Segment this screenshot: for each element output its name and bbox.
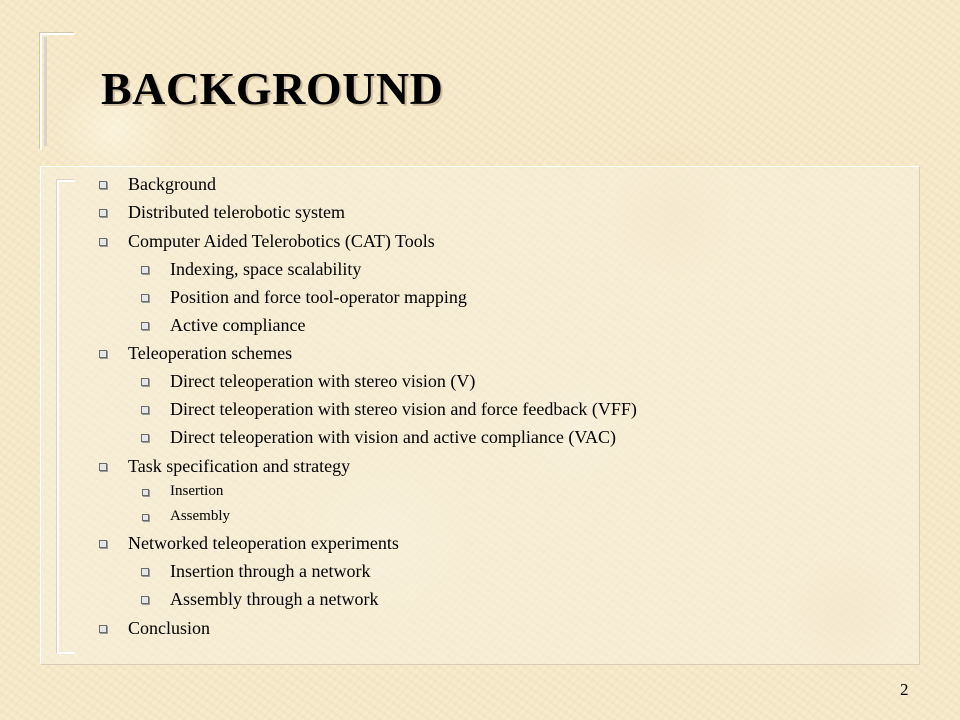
square-bullet-icon xyxy=(99,238,107,246)
list-item xyxy=(170,589,378,610)
square-bullet-icon xyxy=(99,540,107,548)
square-bullet-icon xyxy=(141,434,149,442)
list-item-text: Assembly through a network xyxy=(170,589,379,609)
square-bullet-icon xyxy=(99,463,107,471)
slide-title: BACKGROUND xyxy=(101,63,444,114)
list-item xyxy=(128,202,345,223)
square-bullet-icon xyxy=(99,350,107,358)
list-item-text: Teleoperation schemes xyxy=(128,343,293,363)
square-bullet-icon xyxy=(142,514,149,521)
square-bullet-icon xyxy=(99,181,107,189)
list-item xyxy=(128,231,435,252)
list-item xyxy=(128,533,399,554)
square-bullet-icon xyxy=(141,378,149,386)
list-item-text: Background xyxy=(128,174,216,194)
list-item xyxy=(170,483,223,500)
list-item xyxy=(170,427,616,448)
square-bullet-icon xyxy=(141,568,149,576)
list-item-text: Conclusion xyxy=(128,618,211,638)
square-bullet-icon xyxy=(141,322,149,330)
square-bullet-icon xyxy=(141,294,149,302)
square-bullet-icon xyxy=(141,406,149,414)
list-item xyxy=(128,618,210,639)
list-item xyxy=(170,315,305,336)
square-bullet-icon xyxy=(142,489,149,496)
list-item xyxy=(128,343,292,364)
list-item-text: Active compliance xyxy=(170,315,306,335)
square-bullet-icon xyxy=(141,266,149,274)
list-item-text: Indexing, space scalability xyxy=(170,259,362,279)
list-item-text: Distributed telerobotic system xyxy=(128,202,345,222)
list-item-text: Direct teleoperation with vision and active compliance (VAC) xyxy=(170,427,617,447)
list-item-text: Insertion through a network xyxy=(170,561,371,581)
list-item-text: Direct teleoperation with stereo vision and force feedback (VFF) xyxy=(170,399,637,419)
list-item-text: Insertion xyxy=(170,483,224,499)
list-item xyxy=(170,371,475,392)
list-item-text: Task specification and strategy xyxy=(128,456,351,476)
list-item xyxy=(170,561,370,582)
list-item-text: Direct teleoperation with stereo vision (V) xyxy=(170,371,476,391)
square-bullet-icon xyxy=(99,625,107,633)
list-item xyxy=(170,287,467,308)
list-item xyxy=(170,259,361,280)
list-item-text: Assembly xyxy=(170,508,230,524)
square-bullet-icon xyxy=(141,596,149,604)
list-item xyxy=(170,399,637,420)
list-item-text: Computer Aided Telerobotics (CAT) Tools xyxy=(128,231,435,251)
list-item xyxy=(128,456,350,477)
square-bullet-icon xyxy=(99,209,107,217)
page-number: 2 xyxy=(900,680,909,699)
list-item xyxy=(170,508,230,525)
list-item xyxy=(128,174,216,195)
list-item-text: Position and force tool-operator mapping xyxy=(170,287,467,307)
list-item-text: Networked teleoperation experiments xyxy=(128,533,399,553)
